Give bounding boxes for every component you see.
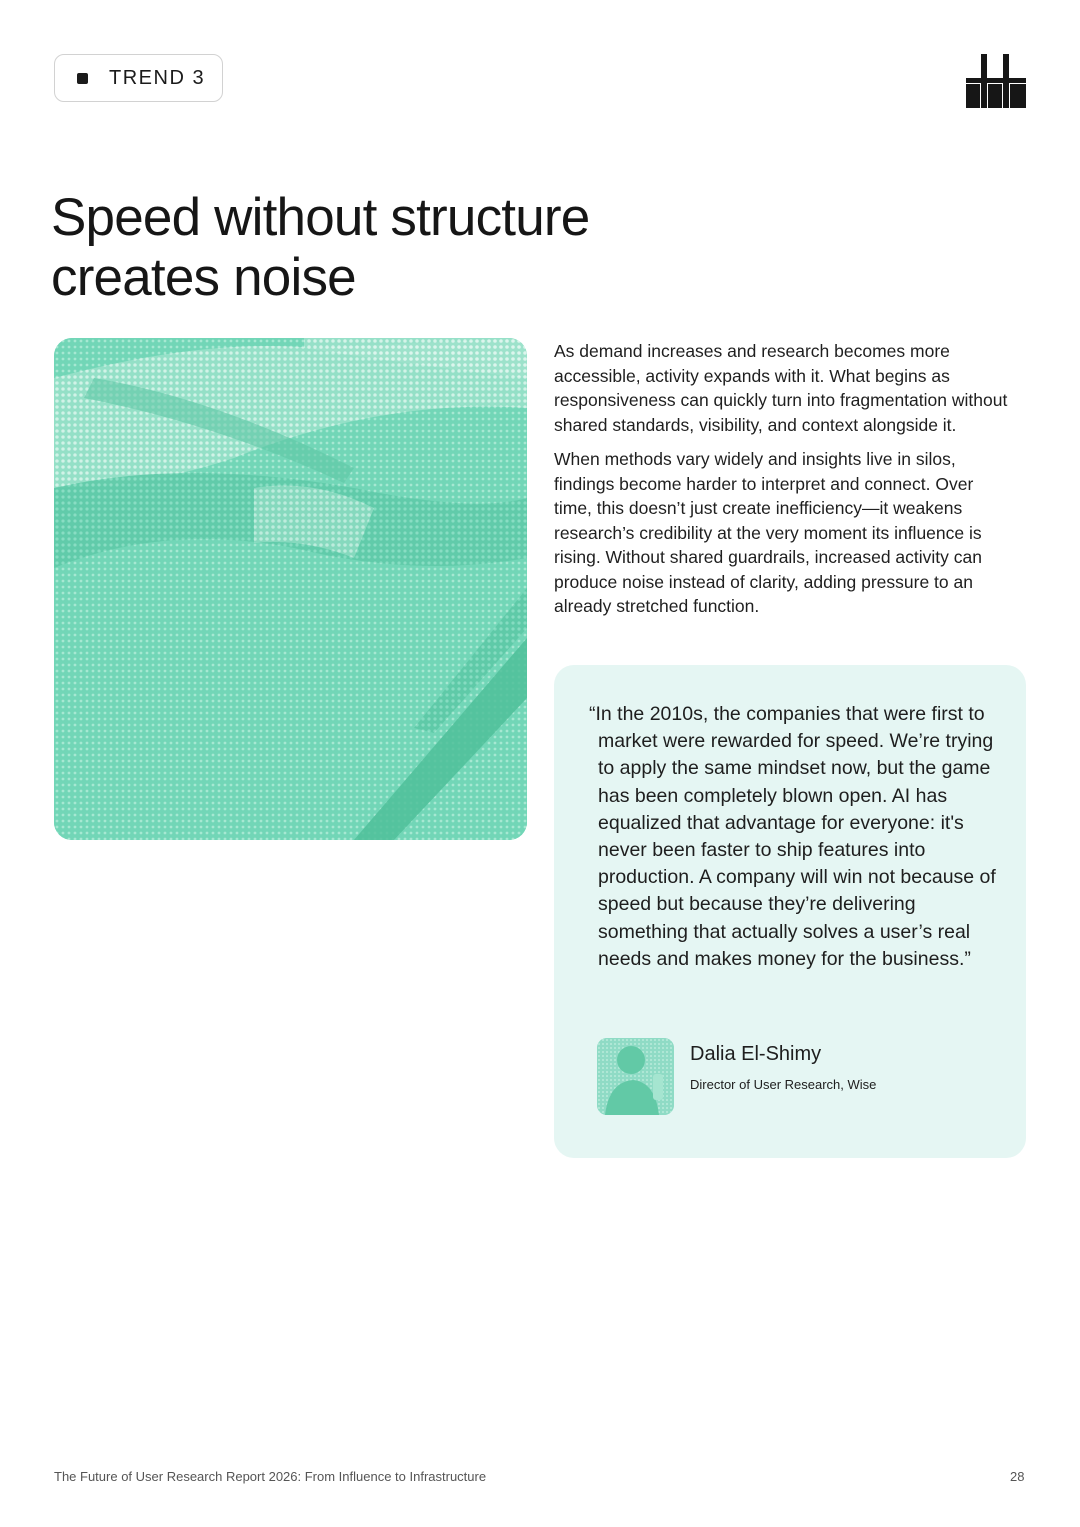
person-role: Director of User Research, Wise (690, 1077, 877, 1092)
quote-text: “In the 2010s, the companies that were first to market were rewarded for speed. We’re trying to apply the same mindset now, but the game has been completely blown open. AI has equalized that advantage for everyone: it's never been faster to ship features into production. A company will win not because of speed but because they’re delivering something that actually solves a user’s real needs and makes money for the business.” (589, 703, 996, 970)
avatar (597, 1038, 674, 1115)
footer-report-title: The Future of User Research Report 2026: From Influence to Infrastructure (54, 1469, 487, 1484)
quote-card (554, 665, 1026, 1158)
body-paragraph: As demand increases and research becomes more accessible, activity expands with it. What begins as responsiveness can quickly turn into fragmentation without shared standards, visibility, and context alongside it. (554, 341, 1008, 435)
square-bullet-icon (77, 73, 88, 84)
body-text (554, 339, 1016, 619)
body-paragraph: When methods vary widely and insights live in silos, findings become harder to interpret and connect. Over time, this doesn’t just create inefficiency—it weakens research’s credibility at the very moment its influence is rising. Without shared guardrails, increased activity can produce noise instead of clarity, adding pressure to an already stretched function. (554, 449, 982, 616)
page-title: Speed without structure creates noise (51, 188, 590, 307)
brand-logo-icon (966, 54, 1026, 108)
hero-halftone-image (54, 338, 527, 840)
page-number: 28 (1010, 1469, 1025, 1484)
person-name: Dalia El-Shimy (690, 1043, 822, 1065)
trend-label: TREND 3 (109, 66, 206, 89)
trend-badge (54, 54, 223, 102)
